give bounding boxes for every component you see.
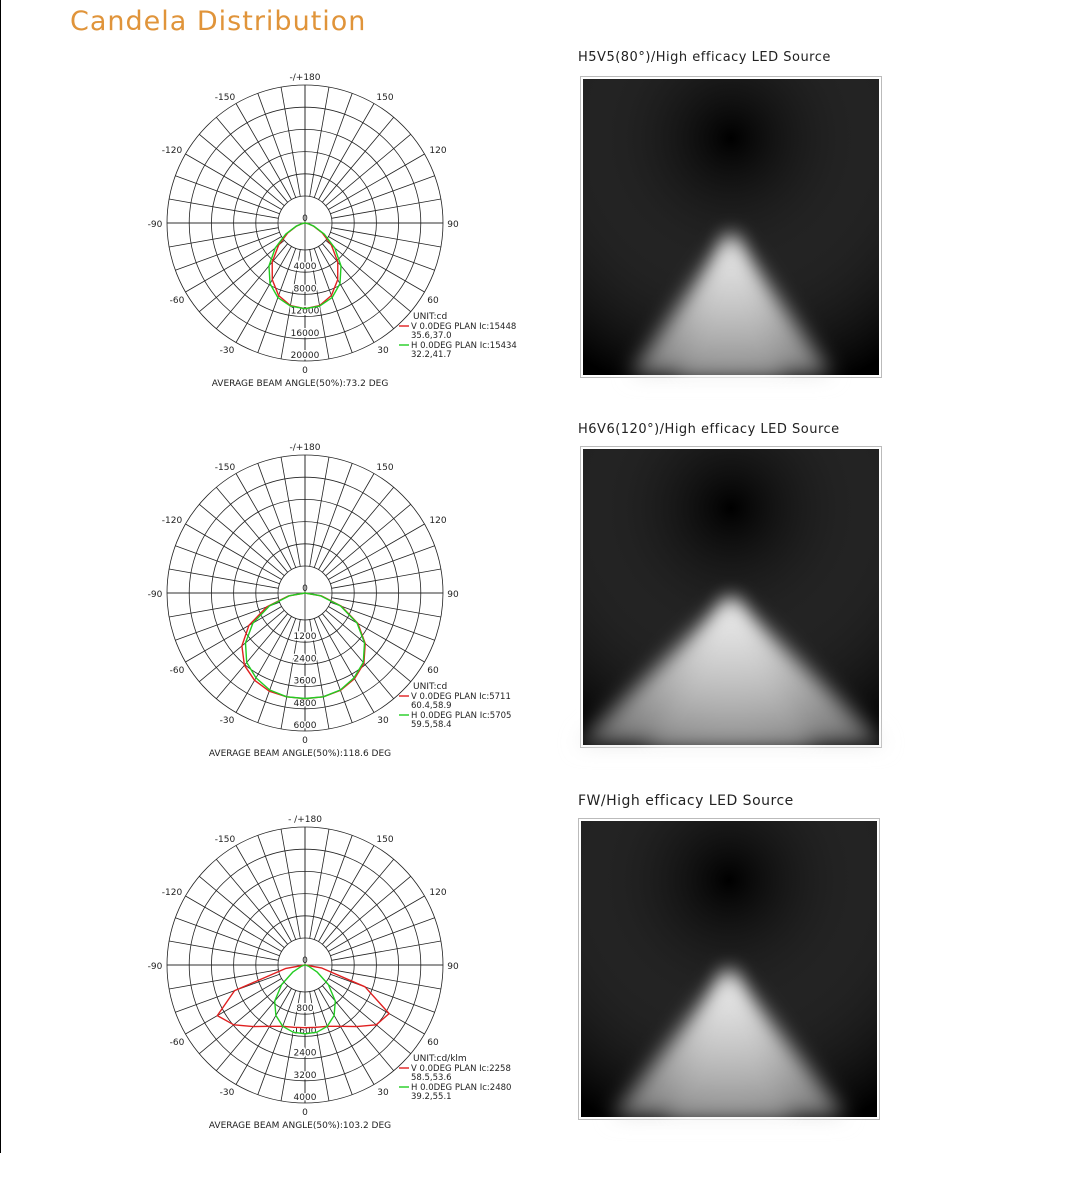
legend-label: V 0.0DEG PLAN Ic:15448: [411, 322, 517, 332]
spoke: [258, 990, 296, 1094]
spoke: [175, 602, 279, 640]
vignette: [583, 449, 879, 745]
spoke: [314, 618, 352, 722]
spoke: [326, 240, 411, 311]
spoke: [332, 228, 441, 247]
legend-label: H 0.0DEG PLAN Ic:2480: [411, 1083, 512, 1093]
legend-sub: 58.5,53.6: [411, 1073, 452, 1083]
legend-sub: 32.2,41.7: [411, 350, 452, 360]
angle-label: 90: [447, 590, 459, 600]
vignette: [583, 79, 879, 375]
angle-label: -120: [161, 146, 183, 156]
radial-tick-label: 4800: [293, 698, 317, 709]
polar-chart-2: [130, 440, 512, 830]
spoke: [310, 829, 329, 938]
radial-tick-label: 1200: [293, 632, 317, 643]
polar-chart-3: [130, 812, 512, 1202]
spoke: [326, 504, 411, 575]
spoke: [216, 244, 287, 329]
top-angle-label: -/+180: [289, 73, 321, 83]
angle-label: 30: [377, 1088, 389, 1098]
spoke: [258, 835, 296, 939]
angle-label: 120: [429, 146, 447, 156]
spoke: [175, 232, 279, 270]
spoke: [281, 87, 300, 196]
radial-tick-label: 6000: [293, 721, 317, 731]
spoke: [314, 248, 352, 352]
spoke: [330, 918, 434, 956]
angle-label: -120: [161, 516, 183, 526]
angle-label: -60: [169, 666, 185, 676]
beam-heading-2: H6V6(120°)/High efficacy LED Source: [578, 422, 840, 437]
spoke: [175, 974, 279, 1012]
radial-tick-label: 1600: [293, 1026, 317, 1037]
spoke: [216, 859, 287, 944]
unit-label: UNIT:cd: [413, 682, 448, 692]
vignette: [581, 821, 877, 1117]
legend-sub: 39.2,55.1: [411, 1092, 452, 1102]
spoke: [169, 199, 278, 218]
spoke: [322, 117, 393, 202]
radial-tick-label: 4000: [293, 262, 317, 273]
radial-tick-label: 2400: [293, 1048, 317, 1059]
spoke: [326, 610, 411, 681]
angle-label: -90: [147, 590, 163, 600]
spoke: [169, 941, 278, 960]
legend-label: V 0.0DEG PLAN Ic:5711: [411, 692, 511, 702]
radial-tick-label: 8000: [293, 284, 317, 295]
radial-tick-label: 16000: [290, 328, 320, 339]
angle-label: 120: [429, 888, 447, 898]
spoke: [314, 93, 352, 197]
spoke: [332, 941, 441, 960]
spoke: [326, 876, 411, 947]
angle-label: -60: [169, 296, 185, 306]
spoke: [175, 176, 279, 214]
angle-label: -150: [214, 835, 236, 845]
spoke: [332, 569, 441, 588]
legend-label: H 0.0DEG PLAN Ic:5705: [411, 711, 512, 721]
angle-label: 0: [302, 736, 308, 746]
angle-label: 30: [377, 346, 389, 356]
spoke: [258, 463, 296, 567]
top-angle-label: -/+180: [289, 443, 321, 453]
beam-heading-1: H5V5(80°)/High efficacy LED Source: [578, 50, 831, 65]
spoke: [199, 134, 284, 205]
radial-tick-label: 4000: [293, 1093, 317, 1103]
spoke: [330, 232, 434, 270]
spoke: [199, 982, 284, 1053]
spoke: [258, 618, 296, 722]
spoke: [258, 93, 296, 197]
beam-angle-footer: AVERAGE BEAM ANGLE(50%):73.2 DEG: [211, 379, 389, 389]
spoke: [326, 134, 411, 205]
angle-label: 150: [376, 93, 394, 103]
legend-sub: 59.5,58.4: [411, 720, 452, 730]
spoke: [175, 918, 279, 956]
radial-tick-label: 12000: [290, 306, 320, 317]
legend-label: V 0.0DEG PLAN Ic:2258: [411, 1064, 511, 1074]
angle-label: -90: [147, 220, 163, 230]
angle-label: 150: [376, 835, 394, 845]
spoke: [199, 504, 284, 575]
angle-label: -150: [214, 463, 236, 473]
spoke: [169, 569, 278, 588]
spoke: [199, 876, 284, 947]
legend-sub: 60.4,58.9: [411, 701, 452, 711]
beam-image-2: [580, 446, 882, 748]
legend-label: H 0.0DEG PLAN Ic:15434: [411, 341, 517, 351]
angle-label: 60: [427, 296, 439, 306]
spoke: [310, 457, 329, 566]
radial-tick-label: 20000: [290, 351, 320, 361]
spoke: [216, 487, 287, 572]
spoke: [281, 457, 300, 566]
spoke: [330, 546, 434, 584]
spoke: [314, 835, 352, 939]
spoke: [322, 244, 393, 329]
angle-label: 150: [376, 463, 394, 473]
angle-label: 0: [302, 584, 308, 594]
unit-label: UNIT:cd: [413, 312, 448, 322]
spoke: [322, 487, 393, 572]
angle-label: 60: [427, 1038, 439, 1048]
beam-image-1: [580, 76, 882, 378]
angle-label: -30: [219, 1088, 235, 1098]
angle-label: 60: [427, 666, 439, 676]
polar-chart-1: [130, 70, 517, 460]
unit-label: UNIT:cd/klm: [413, 1054, 467, 1064]
angle-label: -150: [214, 93, 236, 103]
spoke: [326, 982, 411, 1053]
page-title: Candela Distribution: [70, 6, 367, 37]
beam-heading-3: FW/High efficacy LED Source: [578, 793, 794, 809]
angle-label: 90: [447, 962, 459, 972]
angle-label: 0: [302, 214, 308, 224]
radial-tick-label: 2400: [293, 654, 317, 665]
spoke: [330, 602, 434, 640]
series-curve-v-plane: [217, 965, 389, 1028]
angle-label: 0: [302, 1108, 308, 1118]
angle-label: 120: [429, 516, 447, 526]
angle-label: -90: [147, 962, 163, 972]
angle-label: -60: [169, 1038, 185, 1048]
angle-label: 0: [302, 956, 308, 966]
beam-image-3: [578, 818, 880, 1120]
spoke: [199, 240, 284, 311]
angle-label: -120: [161, 888, 183, 898]
spoke: [175, 546, 279, 584]
angle-label: -30: [219, 716, 235, 726]
beam-angle-footer: AVERAGE BEAM ANGLE(50%):118.6 DEG: [208, 749, 392, 759]
page-border: [0, 0, 1, 1153]
legend-sub: 35.6,37.0: [411, 331, 452, 341]
spoke: [314, 463, 352, 567]
beam-angle-footer: AVERAGE BEAM ANGLE(50%):103.2 DEG: [208, 1121, 392, 1131]
angle-label: -30: [219, 346, 235, 356]
spoke: [216, 986, 287, 1071]
radial-tick-label: 3600: [293, 676, 317, 687]
top-angle-label: - /+180: [288, 815, 322, 825]
spoke: [330, 176, 434, 214]
spoke: [216, 117, 287, 202]
angle-label: 0: [302, 366, 308, 376]
spoke: [332, 199, 441, 218]
angle-label: 30: [377, 716, 389, 726]
radial-tick-label: 3200: [293, 1070, 317, 1081]
angle-label: 90: [447, 220, 459, 230]
spoke: [314, 990, 352, 1094]
spoke: [169, 228, 278, 247]
spoke: [322, 859, 393, 944]
radial-tick-label: 800: [296, 1004, 314, 1015]
spoke: [310, 87, 329, 196]
spoke: [281, 829, 300, 938]
spoke: [322, 986, 393, 1071]
